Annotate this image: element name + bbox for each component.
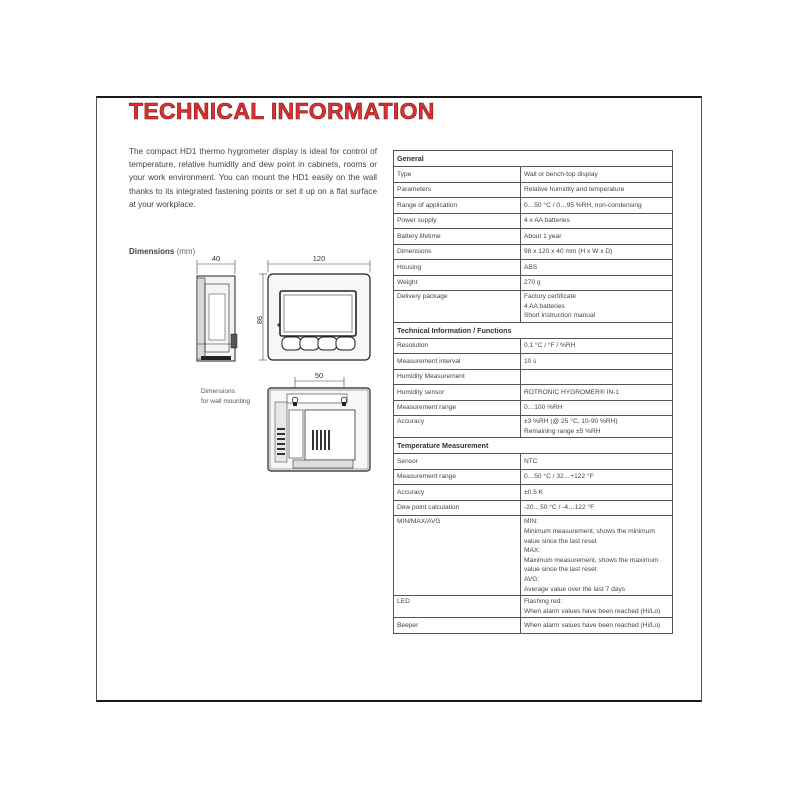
spec-row: [394, 338, 673, 354]
spec-row: [394, 454, 673, 470]
spec-value-line: AVG:: [524, 576, 540, 584]
spec-value: About 1 year: [521, 229, 673, 245]
spec-key: Accuracy: [394, 485, 521, 501]
spec-value-line: Flashing red:: [524, 598, 563, 606]
spec-row: [394, 229, 673, 245]
wall-mount-caption-line-1: Dimensions: [201, 388, 235, 395]
spec-value-line: ±3 %RH (@ 25 °C, 10-90 %RH): [524, 418, 618, 426]
spec-row: [394, 354, 673, 370]
spec-row: [394, 182, 673, 198]
spec-value-line: Factory certificate: [524, 293, 577, 300]
spec-value: [521, 516, 673, 596]
spec-table: [393, 150, 673, 634]
spec-key: Humidity sensor: [394, 385, 521, 401]
spec-key: Dimensions: [394, 244, 521, 260]
spec-row: [394, 198, 673, 214]
front-view-drawing: [255, 254, 370, 360]
spec-row: [394, 618, 673, 634]
spec-value: 0.1 °C / °F / %RH: [521, 338, 673, 354]
page-title: TECHNICAL INFORMATION: [129, 98, 435, 124]
spec-value-line: MIN:: [524, 518, 538, 526]
spec-key: Measurement range: [394, 469, 521, 485]
spec-section-temperature: [394, 438, 673, 454]
spec-row: [394, 400, 673, 416]
side-view-drawing: [197, 254, 237, 361]
spec-value: [521, 291, 673, 323]
spec-row: [394, 244, 673, 260]
spec-value-line: value since the last reset: [524, 537, 597, 545]
spec-value: 10 s: [521, 354, 673, 370]
spec-value: NTC: [521, 454, 673, 470]
spec-key: Sensor: [394, 454, 521, 470]
spec-key: Weight: [394, 275, 521, 291]
spec-row: [394, 416, 673, 438]
spec-key: Parameters: [394, 182, 521, 198]
spec-value: Relative humidity and temperature: [521, 182, 673, 198]
dimensions-unit: (mm): [176, 247, 196, 256]
wall-mount-caption-line-2: for wall mounting: [201, 398, 251, 405]
spec-value: [521, 369, 673, 385]
spec-value: 270 g: [521, 275, 673, 291]
spec-key: Battery lifetime: [394, 229, 521, 245]
spec-row: [394, 213, 673, 229]
spec-key: MIN/MAX/AVG: [394, 516, 521, 596]
spec-value-line: Remaining range ±5 %RH: [524, 427, 601, 435]
intro-paragraph: The compact HD1 thermo hygrometer display is ideal for control of temperature, relative humidity and dew point in cabinets, rooms or your work environment. You can mount the HD1 easily on the wall thanks to its integrated fastening points or set it up on a flat surface at your workplace.: [129, 147, 377, 209]
spec-value: -20…50 °C / -4…122 °F: [521, 500, 673, 516]
spec-row: [394, 275, 673, 291]
spec-key: Humidity Measurement: [394, 369, 521, 385]
spec-row: [394, 260, 673, 276]
dimensions-label: Dimensions: [129, 247, 175, 256]
spec-row: [394, 485, 673, 501]
datasheet-page: [96, 96, 702, 702]
spec-row: [394, 596, 673, 618]
spec-row: [394, 291, 673, 323]
spec-key: LED: [394, 596, 521, 618]
mount-spacing-dimension-label: 50: [314, 371, 324, 380]
spec-value: [521, 596, 673, 618]
spec-key: Housing: [394, 260, 521, 276]
spec-row: [394, 500, 673, 516]
spec-value: Wall or bench-top display: [521, 167, 673, 183]
spec-key: Beeper: [394, 618, 521, 634]
spec-key: Accuracy: [394, 416, 521, 438]
spec-value: ABS: [521, 260, 673, 276]
spec-section-header: General: [394, 151, 673, 167]
spec-value-line: Minimum measurement, shows the minimum: [524, 528, 655, 536]
spec-value: 0…50 °C / 0…95 %RH, non-condensing: [521, 198, 673, 214]
spec-key: Delivery package: [394, 291, 521, 323]
spec-key: Type: [394, 167, 521, 183]
spec-value-line: 4 AA batteries: [524, 302, 565, 310]
spec-row: [394, 167, 673, 183]
spec-section-general: [394, 151, 673, 167]
spec-value: 0…50 °C / 32…+122 °F: [521, 469, 673, 485]
spec-section-header: Temperature Measurement: [394, 438, 673, 454]
spec-section-header: Technical Information / Functions: [394, 322, 673, 338]
spec-row: [394, 516, 673, 596]
spec-key: Dew point calculation: [394, 500, 521, 516]
spec-value: [521, 416, 673, 438]
spec-key: Power supply: [394, 213, 521, 229]
spec-value-line: value since the last reset: [524, 566, 597, 574]
spec-value-line: When alarm values have been reached (Hi/Lo): [524, 607, 661, 615]
spec-row: [394, 369, 673, 385]
width-dimension-label: 120: [312, 254, 326, 263]
spec-value: 4 x AA batteries: [521, 213, 673, 229]
rear-view-drawing: [268, 371, 370, 471]
spec-key: Measurement interval: [394, 354, 521, 370]
depth-dimension-label: 40: [211, 254, 221, 263]
spec-row: [394, 385, 673, 401]
height-dimension-label: 98: [255, 315, 264, 325]
spec-value: ROTRONIC HYGROMER® IN-1: [521, 385, 673, 401]
spec-key: Range of application: [394, 198, 521, 214]
spec-value-line: Average value over the last 7 days: [524, 585, 626, 593]
spec-key: Measurement range: [394, 400, 521, 416]
spec-value-line: MAX:: [524, 547, 541, 555]
spec-value-line: Maximum measurement, shows the maximum: [524, 556, 659, 564]
spec-section-functions: [394, 322, 673, 338]
spec-key: Resolution: [394, 338, 521, 354]
spec-value-line: Short instruction manual: [524, 312, 596, 320]
spec-value: When alarm values have been reached (Hi/Lo): [521, 618, 673, 634]
spec-value: 98 x 120 x 40 mm (H x W x D): [521, 244, 673, 260]
spec-row: [394, 469, 673, 485]
spec-value: 0…100 %RH: [521, 400, 673, 416]
spec-value: ±0.5 K: [521, 485, 673, 501]
